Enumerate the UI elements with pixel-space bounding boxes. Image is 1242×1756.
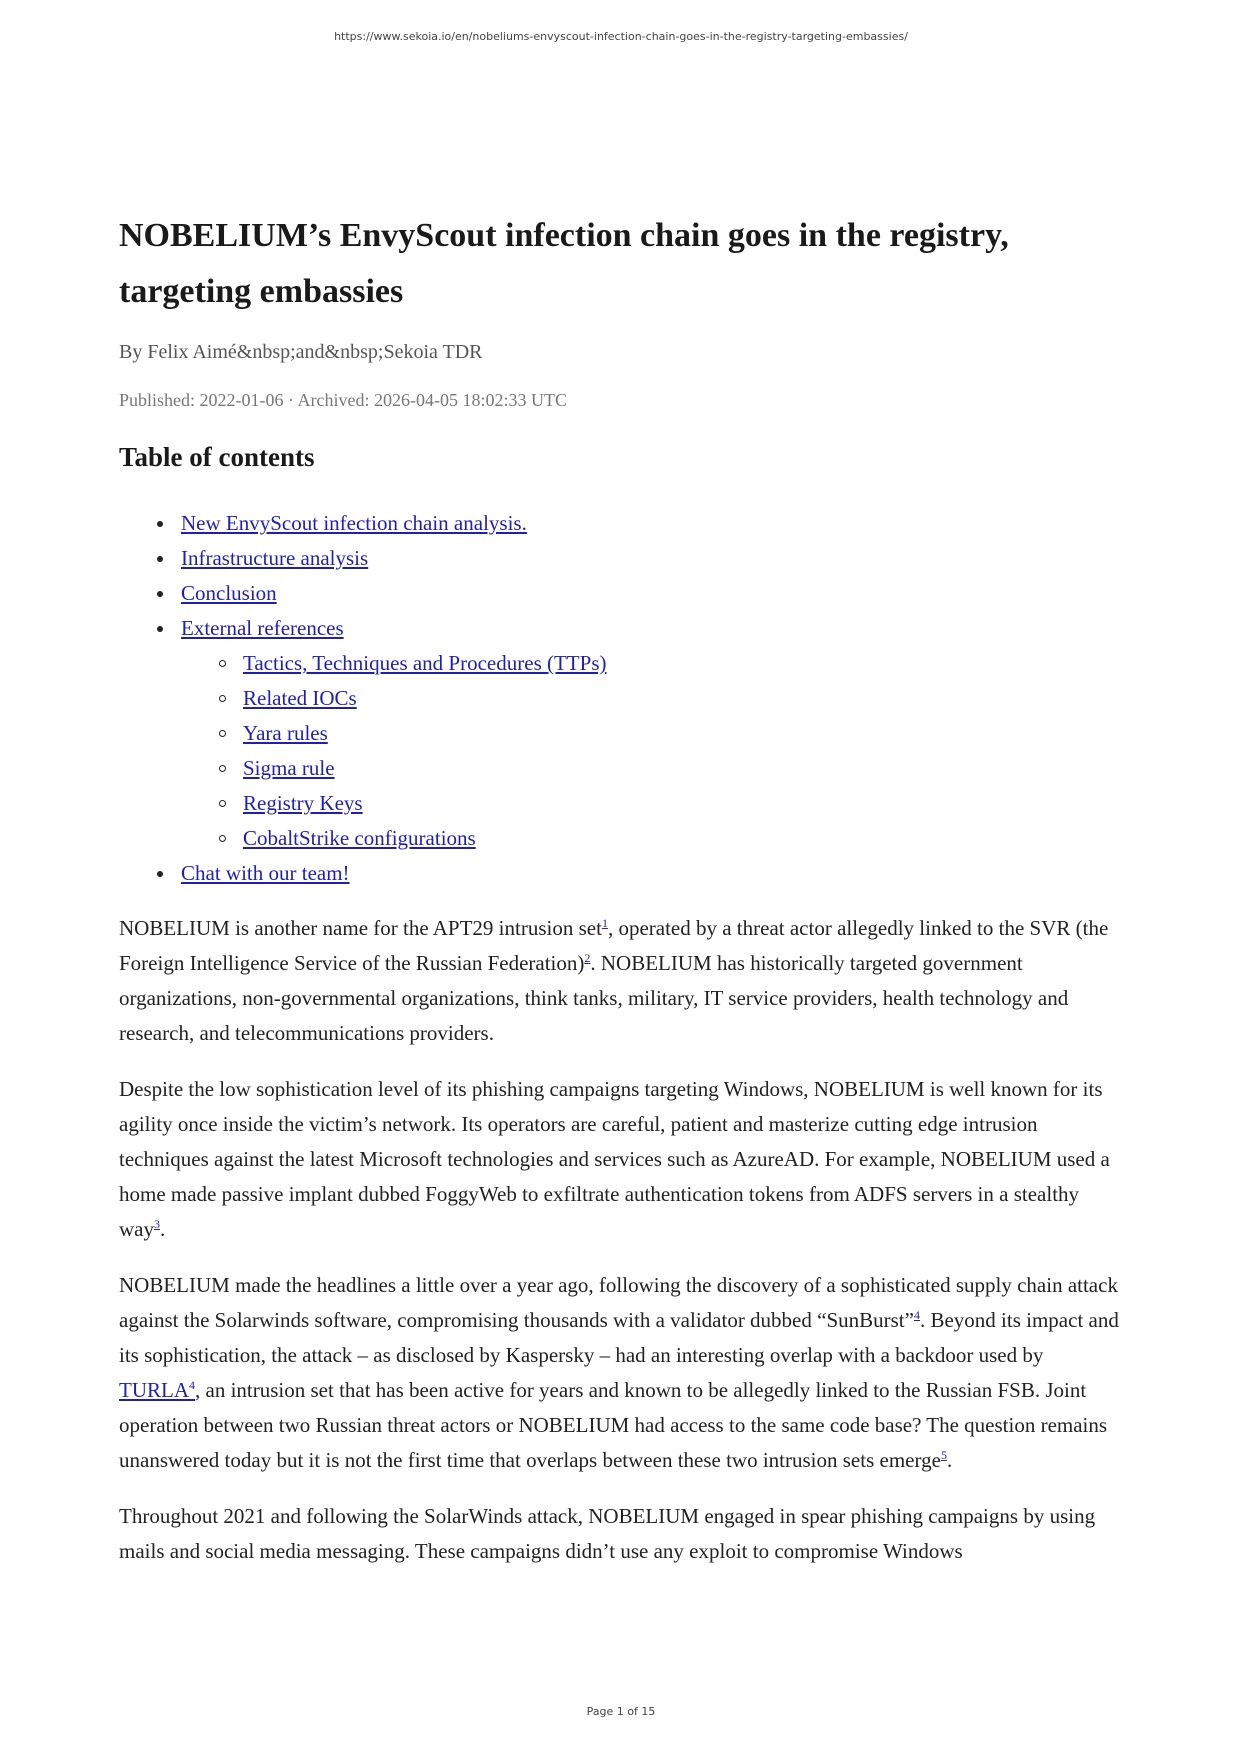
toc-link-conclusion[interactable]: Conclusion bbox=[181, 581, 277, 605]
toc-sublist bbox=[181, 646, 1129, 856]
article-body bbox=[119, 911, 1129, 1569]
toc-link-chat-with-team[interactable]: Chat with our team! bbox=[181, 861, 350, 885]
turla-link[interactable]: TURLA$^4$ bbox=[119, 1378, 195, 1402]
toc-link-external-references[interactable]: External references bbox=[181, 616, 344, 640]
toc-link-infrastructure-analysis[interactable]: Infrastructure analysis bbox=[181, 546, 369, 570]
footnote-link-4[interactable]: 4 bbox=[913, 1308, 920, 1322]
footnote-link-2[interactable]: 2 bbox=[584, 951, 591, 965]
toc-subitem bbox=[243, 821, 1129, 856]
toc-link-cobaltstrike-configurations[interactable]: CobaltStrike configurations bbox=[243, 826, 476, 850]
page-url-header: https://www.sekoia.io/en/nobeliums-envyscout-infection-chain-goes-in-the-registry-targeting-embassies/ bbox=[334, 30, 908, 43]
toc-link-ttps[interactable]: Tactics, Techniques and Procedures (TTPs) bbox=[243, 651, 607, 675]
footnote-link-3[interactable]: 3 bbox=[154, 1217, 160, 1231]
footnote-link-1[interactable]: 1 bbox=[601, 916, 608, 930]
article-meta: Published: 2022-01-06 · Archived: 2026-04-05 18:02:33 UTC bbox=[119, 390, 567, 410]
paragraph-solarwinds: NOBELIUM made the headlines a little over a year ago, following the discovery of a sophisticated supply chain attack against the Solarwinds software, compromising thousands with a validator dubbed “SunBurst”$^4$. Beyond its impact and its sophistication, the attack – as disclosed by Kaspersky – had an interesting overlap with a backdoor used by TURLA$^4$, an intrusion set that has been active for years and known to be allegedly linked to the Russian FSB. Joint operation between two Russian threat actors or NOBELIUM had access to the same code base? The question remains unanswered today but it is not the first time that overlaps between these two intrusion sets emerge$^5$. bbox=[119, 1273, 1119, 1472]
article-title: NOBELIUM’s EnvyScout infection chain goes in the registry, targeting embassies bbox=[119, 217, 1009, 310]
toc-subitem bbox=[243, 751, 1129, 786]
toc-title: Table of contents bbox=[119, 442, 315, 472]
article-content bbox=[119, 208, 1129, 1590]
toc-item bbox=[181, 576, 1129, 611]
toc-subitem bbox=[243, 786, 1129, 821]
toc-item bbox=[181, 856, 1129, 891]
toc-item bbox=[181, 506, 1129, 541]
paragraph-intro: NOBELIUM is another name for the APT29 intrusion set$^1$, operated by a threat actor allegedly linked to the SVR (the Foreign Intelligence Service of the Russian Federation)$^2$. NOBELIUM has historically targeted government organizations, non-governmental organizations, think tanks, military, IT service providers, health technology and research, and telecommunications providers. bbox=[119, 916, 1109, 1045]
footnote-link-5[interactable]: 5 bbox=[940, 1448, 947, 1462]
paragraph-2021-campaigns: Throughout 2021 and following the SolarWinds attack, NOBELIUM engaged in spear phishing campaigns by using mails and social media messaging. These campaigns didn’t use any exploit to compromise Windows bbox=[119, 1504, 1096, 1563]
toc-link-yara-rules[interactable]: Yara rules bbox=[243, 721, 328, 745]
toc-subitem bbox=[243, 681, 1129, 716]
toc-link-related-iocs[interactable]: Related IOCs bbox=[243, 686, 357, 710]
table-of-contents bbox=[119, 506, 1129, 891]
toc-subitem bbox=[243, 646, 1129, 681]
toc-link-new-envyscout-analysis[interactable]: New EnvyScout infection chain analysis. bbox=[181, 511, 527, 535]
toc-link-sigma-rule[interactable]: Sigma rule bbox=[243, 756, 335, 780]
page-number: Page 1 of 15 bbox=[586, 1705, 656, 1718]
toc-item bbox=[181, 541, 1129, 576]
paragraph-agility: Despite the low sophistication level of its phishing campaigns targeting Windows, NOBELIUM is well known for its agility once inside the victim’s network. Its operators are careful, patient and masterize cutting edge intrusion techniques against the latest Microsoft technologies and services such as AzureAD. For example, NOBELIUM used a home made passive implant dubbed FoggyWeb to exfiltrate authentication tokens from ADFS servers in a stealthy way$^3$. bbox=[119, 1077, 1110, 1241]
toc-subitem bbox=[243, 716, 1129, 751]
toc-link-registry-keys[interactable]: Registry Keys bbox=[243, 791, 363, 815]
article-byline: By Felix Aimé&nbsp;and&nbsp;Sekoia TDR bbox=[119, 341, 483, 363]
toc-item bbox=[181, 611, 1129, 856]
